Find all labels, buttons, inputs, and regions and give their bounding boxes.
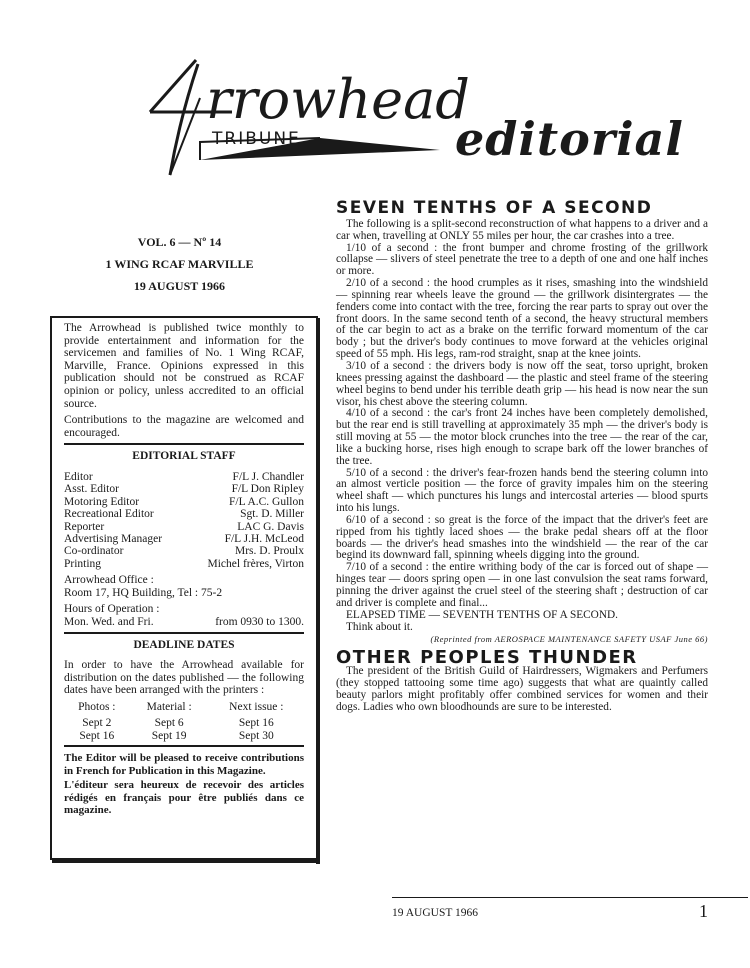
divider — [64, 443, 304, 445]
article-paragraph: The following is a split-second reconstruction of what happens to a driver and a car when, travelling at ONLY 55 miles per hour, the car crashes into a tree. — [336, 217, 708, 242]
article-paragraph: 1/10 of a second : the front bumper and chrome frosting of the grillwork collapse — slivers of steel penetrate the tree to a depth of one and one half inches or more. — [336, 241, 708, 278]
office-location: Room 17, HQ Building, Tel : 75-2 — [64, 586, 223, 599]
volume-number: VOL. 6 — Nº 14 — [137, 235, 222, 249]
table-row: Sept 2 Sept 6 Sept 16 — [82, 717, 274, 730]
article-title: OTHER PEOPLES THUNDER — [336, 647, 638, 669]
staff-list — [64, 471, 304, 570]
staff-row: Reporter LAC G. Davis — [64, 520, 304, 533]
info-box — [50, 316, 318, 860]
hours-row: Mon. Wed. and Fri. from 0930 to 1300. — [64, 615, 304, 628]
article-paragraph: Think about it. — [346, 620, 413, 633]
office-label: Arrowhead Office : — [64, 574, 154, 587]
deadline-text: In order to have the Arrowhead available for distribution on the dates published — the following dates have been arranged with the printers : — [64, 659, 304, 697]
office-info — [64, 574, 304, 599]
hours-label: Hours of Operation : — [64, 603, 160, 616]
notice-english: The Editor will be pleased to receive contributions in French for Publication in this Magazine. — [64, 752, 304, 777]
staff-row: Motoring Editor F/L A.C. Gullon — [64, 495, 304, 508]
staff-row: Advertising Manager F/L J.H. McLeod — [64, 532, 304, 545]
staff-row: Co-ordinator Mrs. D. Proulx — [64, 545, 304, 558]
divider — [64, 632, 304, 634]
page-number: 1 — [699, 901, 708, 921]
footer-date: 19 AUGUST 1966 — [392, 907, 479, 919]
notice — [64, 752, 304, 817]
staff-row: Printing Michel frères, Virton — [64, 557, 304, 570]
article-paragraph: 5/10 of a second : the driver's fear-frozen hands bend the steering column into an almost verticle position — the force of gravity impales him on the steering wheel shaft — which punctures his lungs and intercostal arteries — blood spurts into his lungs. — [336, 466, 708, 515]
contributions-text: Contributions to the magazine are welcomed and encouraged. — [64, 414, 304, 439]
wing-name: 1 WING RCAF MARVILLE — [105, 257, 254, 271]
arrowhead-logo — [0, 0, 750, 200]
staff-row: Editor F/L J. Chandler — [64, 470, 304, 483]
table-header: Photos : — [78, 700, 116, 713]
divider — [64, 745, 304, 747]
article-paragraph: 7/10 of a second : the entire writhing body of the car is forced out of shape — hinges tear — doors spring open — in one last convulsion the seat rams forward, pinning the driver against the cruel steel of the steering shaft ; destruction of car and driver is complete and final... — [336, 561, 708, 609]
article-title: SEVEN TENTHS OF A SECOND — [336, 198, 653, 218]
article-paragraph: 6/10 of a second : so great is the force of the impact that the driver's feet are ripped from his tightly laced shoes — the brake pedal shears off at the floor boards — the driver's head smashes into the windshield — the rear of the car begind its downward fall, spinning wheels digging into the ground. — [336, 513, 708, 562]
issue-date: 19 AUGUST 1966 — [133, 279, 226, 293]
staff-row: Asst. Editor F/L Don Ripley — [64, 483, 304, 496]
article-paragraph: The president of the British Guild of Hairdressers, Wigmakers and Perfumers (they stopped tattooing some time ago) suggests that what are quaintly called beauty parlors might profitably offer combined services for women and their dogs. Ladies who own bloodhounds are sure to be interested. — [336, 665, 708, 713]
article-paragraph: 3/10 of a second : the drivers body is now off the seat, torso upright, broken knees pressing against the dashboard — the plastic and steel frame of the steering wheel begins to bend under his terrible death grip — his head is now near the sun visor, his chest above the steering column. — [336, 359, 708, 408]
section-title-editorial: editorial — [455, 112, 684, 166]
deadline-heading: DEADLINE DATES — [133, 638, 235, 651]
footer-rule — [392, 897, 748, 898]
table-header: Material : — [146, 700, 192, 713]
article-paragraph: 4/10 of a second : the car's front 24 inches have been completely demolished, but the rear end is still travelling at approximately 35 mph — the driver's body is still moving at 55 — the motor block crunches into the tree — the rear of the car, like a bucking horse, rises high enough to scrape bark off the lower branches of the tree. — [336, 407, 708, 467]
deadline-table — [64, 701, 304, 743]
article-paragraph: ELAPSED TIME — SEVENTH TENTHS OF A SECOND. — [346, 608, 618, 621]
article-column — [336, 198, 708, 713]
notice-french: L'éditeur sera heureux de recevoir des articles rédigés en français pour être publiés dans ce magazine. — [64, 779, 304, 817]
hours-info — [64, 603, 304, 628]
staff-row: Recreational Editor Sgt. D. Miller — [64, 508, 304, 521]
issue-info — [42, 232, 317, 298]
reprint-credit: (Reprinted from AEROSPACE MAINTENANCE SAFETY USAF June 66) — [430, 634, 708, 645]
masthead — [0, 0, 750, 200]
staff-heading: EDITORIAL STAFF — [132, 450, 236, 463]
svg-text:rrowhead: rrowhead — [206, 68, 470, 131]
svg-text:TRIBUNE: TRIBUNE — [212, 129, 301, 149]
table-row: Sept 16 Sept 19 Sept 30 — [79, 729, 274, 742]
table-header: Next issue : — [229, 700, 284, 713]
article-paragraph: 2/10 of a second : the hood crumples as it rises, smashing into the windshield — spinning rear wheels leave the ground — the grillwork disintergrates — the fenders come into contact with the tree, forcing the rear parts to spray out over the front doors. In the same second tenth of a second, the heavy structural members of the car begin to act as a brake on the terrific forward momentum of the car body ; but the driver's body continues to move forward at the vehicles original speed of 55 mph. His legs, ram-rod straight, snap at the knee joints. — [336, 277, 708, 361]
intro-text: The Arrowhead is published twice monthly to provide entertainment and information for the servicemen and families of No. 1 Wing RCAF, Marville, France. Opinions expressed in this publication should not be construed as RCAF opinion or policy, unless accredited to an official source. — [64, 322, 304, 410]
